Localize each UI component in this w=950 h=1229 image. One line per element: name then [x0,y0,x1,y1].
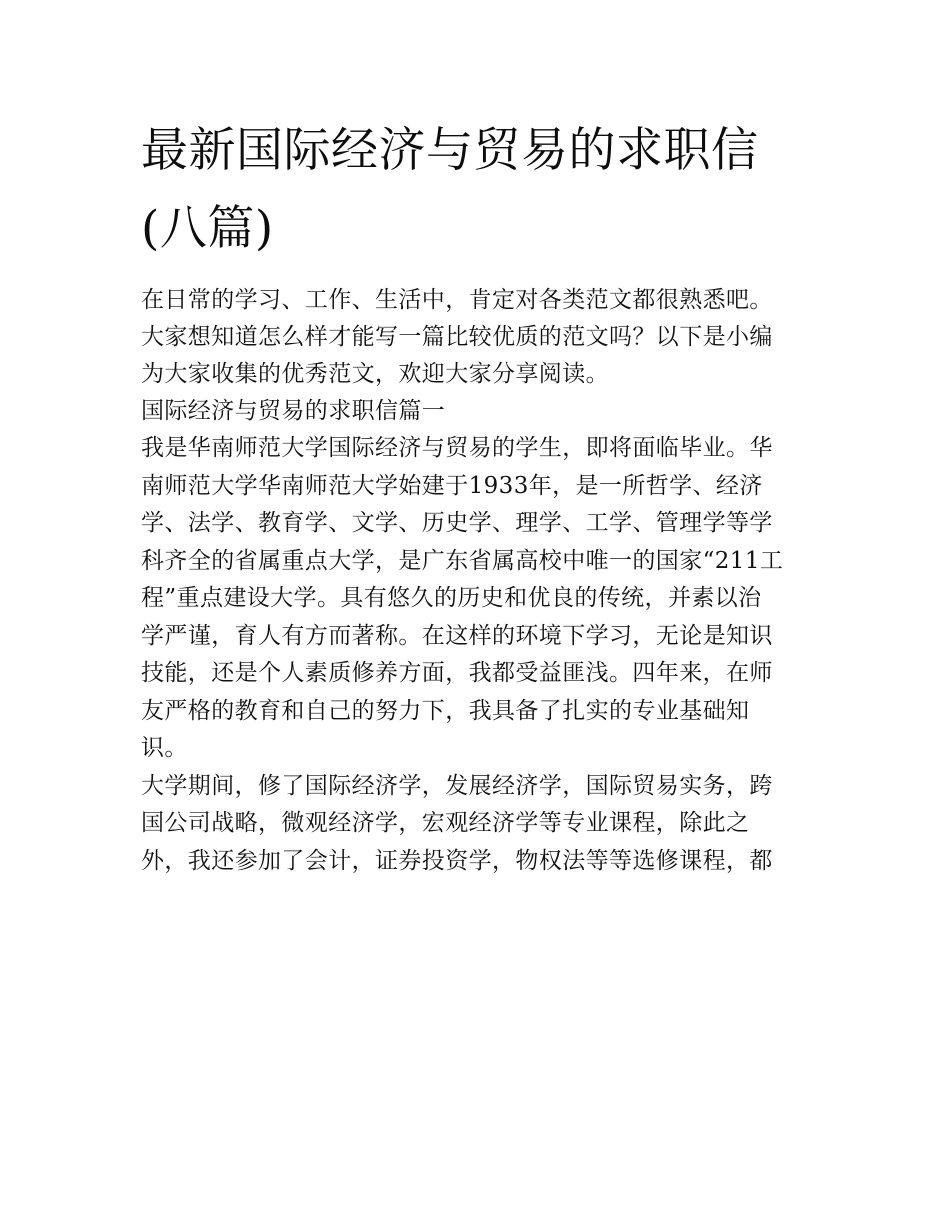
title-line-2: (八篇) [141,201,274,256]
intro-line: 在日常的学习、工作、生活中，肯定对各类范文都很熟悉吧。 [141,287,773,313]
section-heading: 国际经济与贸易的求职信篇一 [141,398,446,424]
paragraph-line: 国公司战略，微观经济学，宏观经济学等专业课程，除此之 [141,810,750,836]
paragraph-line: 外，我还参加了会计，证券投资学，物权法等等选修课程，都 [141,847,773,874]
paragraph-line: 程”重点建设大学。具有悠久的历史和优良的传统，并素以治 [141,585,762,611]
paragraph-line: 技能，还是个人素质修养方面，我都受益匪浅。四年来，在师 [141,660,773,686]
paragraph-line: 识。 [141,735,188,761]
document-title [141,112,817,268]
paragraph-line: 科齐全的省属重点大学，是广东省属高校中唯一的国家“211工 [141,547,784,574]
document-page [141,112,817,880]
paragraph-line: 学严谨，育人有方而著称。在这样的环境下学习，无论是知识 [141,622,773,649]
paragraph-line: 我是华南师范大学国际经济与贸易的学生，即将面临毕业。华 [141,435,773,461]
title-line-1: 最新国际经济与贸易的求职信 [141,123,759,178]
body-paragraph-1 [141,430,817,768]
paragraph-line: 南师范大学华南师范大学始建于1933年，是一所哲学、经济 [141,472,763,499]
paragraph-line: 友严格的教育和自己的努力下，我具备了扎实的专业基础知 [141,697,750,724]
title-spacing [141,268,817,282]
paragraph-line: 学、法学、教育学、文学、历史学、理学、工学、管理学等学 [141,510,773,536]
paragraph-line: 大学期间，修了国际经济学，发展经济学，国际贸易实务，跨 [141,772,773,799]
intro-paragraph [141,282,817,393]
body-paragraph-2 [141,768,817,881]
intro-line: 大家想知道怎么样才能写一篇比较优质的范文吗？以下是小编 [141,324,773,350]
intro-line: 为大家收集的优秀范文，欢迎大家分享阅读。 [141,361,609,387]
